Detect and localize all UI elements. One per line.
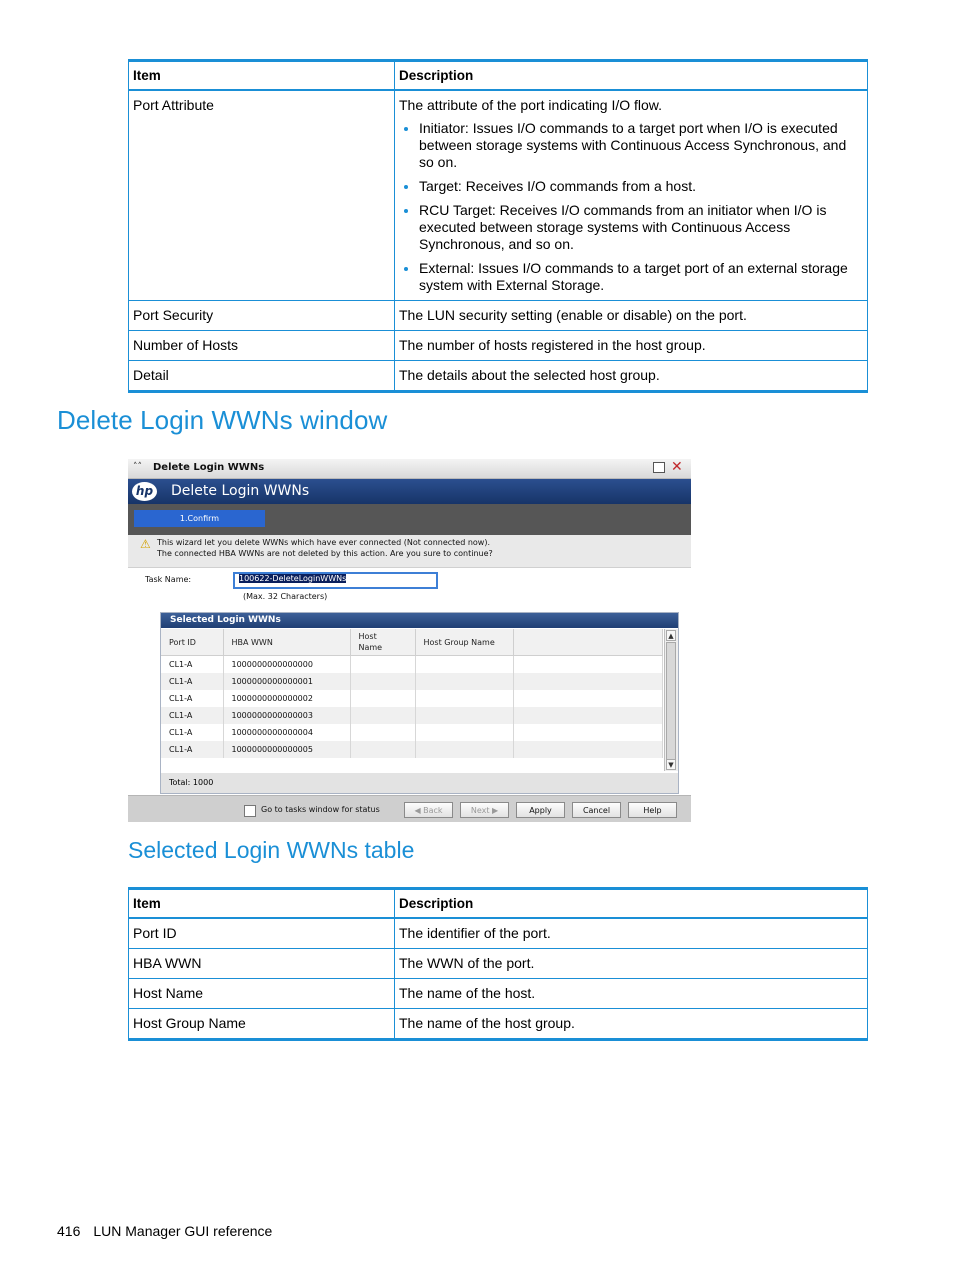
item-cell: Port ID: [129, 918, 395, 949]
table-row: [129, 90, 868, 301]
host-name-cell: [350, 690, 415, 707]
description-cell: The name of the host.: [395, 979, 868, 1009]
total-count: Total: 1000: [161, 773, 678, 793]
hba-wwn-cell: 1000000000000003: [223, 707, 350, 724]
host-group-cell: [415, 707, 513, 724]
host-name-cell: [350, 741, 415, 758]
table-row[interactable]: [161, 656, 663, 674]
collapse-icon[interactable]: ˄˄: [133, 462, 142, 472]
subsection-title: Selected Login WWNs table: [128, 837, 415, 863]
list-item: Initiator: Issues I/O commands to a target port when I/O is executed between storage systems with Continuous Access Synchronous, and so on.: [419, 120, 863, 171]
list-item: Target: Receives I/O commands from a host.: [419, 178, 863, 195]
table-row: [129, 918, 868, 949]
description-cell: [395, 90, 868, 301]
column-header-filler: [513, 629, 663, 656]
selected-login-wwns-table: [128, 887, 868, 1041]
host-group-cell: [415, 724, 513, 741]
column-header-host-name[interactable]: [350, 629, 415, 656]
bullet-list: [399, 120, 863, 294]
column-header-hba-wwn[interactable]: HBA WWN: [223, 629, 350, 656]
filler-cell: [513, 707, 663, 724]
column-header-item: Item: [129, 889, 395, 919]
window-title: Delete Login WWNs: [153, 462, 265, 473]
back-label: Back: [423, 806, 443, 815]
host-name-cell: [350, 673, 415, 690]
hba-wwn-cell: 1000000000000001: [223, 673, 350, 690]
table-row[interactable]: [161, 690, 663, 707]
hba-wwn-cell: 1000000000000002: [223, 690, 350, 707]
list-item: RCU Target: Receives I/O commands from an initiator when I/O is executed between storage systems with Continuous Access Synchronous, and so on.: [419, 202, 863, 253]
hba-wwn-cell: 1000000000000004: [223, 724, 350, 741]
message-line-2: The connected HBA WWNs are not deleted by this action. Are you sure to continue?: [157, 549, 493, 558]
description-cell: The number of hosts registered in the host group.: [395, 331, 868, 361]
wizard-steps: [128, 504, 691, 535]
delete-login-wwns-screenshot: [128, 459, 691, 822]
host-group-cell: [415, 690, 513, 707]
scroll-thumb[interactable]: [666, 642, 676, 760]
host-group-cell: [415, 741, 513, 758]
filler-cell: [513, 741, 663, 758]
selected-login-wwns-panel: [160, 612, 679, 794]
port-id-cell: CL1-A: [161, 690, 223, 707]
section-title: Delete Login WWNs window: [57, 405, 388, 435]
hba-wwn-cell: 1000000000000000: [223, 656, 350, 674]
footer-text: LUN Manager GUI reference: [93, 1223, 273, 1239]
table-row[interactable]: [161, 673, 663, 690]
table-row[interactable]: [161, 724, 663, 741]
item-cell: HBA WWN: [129, 949, 395, 979]
table-row[interactable]: [161, 741, 663, 758]
hba-wwn-cell: 1000000000000005: [223, 741, 350, 758]
host-name-cell: [350, 656, 415, 674]
go-to-tasks-checkbox[interactable]: [244, 805, 256, 817]
go-to-tasks-label: Go to tasks window for status: [261, 805, 380, 814]
maximize-icon[interactable]: [653, 462, 665, 473]
warning-message: [128, 535, 691, 568]
port-id-cell: CL1-A: [161, 741, 223, 758]
step-confirm[interactable]: 1.Confirm: [134, 510, 265, 527]
back-button[interactable]: ◀ Back: [404, 802, 453, 818]
table-row: [129, 979, 868, 1009]
port-id-cell: CL1-A: [161, 724, 223, 741]
table-row: [129, 361, 868, 392]
column-header-port-id[interactable]: Port ID: [161, 629, 223, 656]
host-name-cell: [350, 724, 415, 741]
host-group-cell: [415, 656, 513, 674]
wwn-table: [161, 629, 663, 758]
cancel-button[interactable]: Cancel: [572, 802, 621, 818]
column-header-description: Description: [395, 61, 868, 91]
task-name-hint: (Max. 32 Characters): [243, 592, 328, 601]
apply-button[interactable]: Apply: [516, 802, 565, 818]
port-id-cell: CL1-A: [161, 656, 223, 674]
filler-cell: [513, 656, 663, 674]
warning-icon: ⚠: [140, 537, 151, 551]
description-cell: The details about the selected host group.: [395, 361, 868, 392]
close-icon[interactable]: ✕: [671, 459, 683, 475]
task-name-value: 100622-DeleteLoginWWNs: [239, 574, 347, 583]
wizard-banner: [128, 479, 691, 504]
table-row: [129, 331, 868, 361]
message-line-1: This wizard let you delete WWNs which have ever connected (Not connected now).: [157, 538, 491, 547]
item-cell: Detail: [129, 361, 395, 392]
port-attribute-table: [128, 59, 868, 393]
item-cell: Port Security: [129, 301, 395, 331]
vertical-scrollbar[interactable]: [664, 629, 678, 771]
scroll-down-icon[interactable]: ▼: [666, 759, 676, 770]
description-cell: The LUN security setting (enable or disable) on the port.: [395, 301, 868, 331]
help-button[interactable]: Help: [628, 802, 677, 818]
column-header-description: Description: [395, 889, 868, 919]
description-cell: The name of the host group.: [395, 1009, 868, 1040]
host-group-cell: [415, 673, 513, 690]
filler-cell: [513, 673, 663, 690]
item-cell: Port Attribute: [129, 90, 395, 301]
item-cell: Host Group Name: [129, 1009, 395, 1040]
window-titlebar: [128, 459, 691, 479]
table-row: [129, 301, 868, 331]
page-footer: [57, 1223, 285, 1239]
description-cell: The identifier of the port.: [395, 918, 868, 949]
hp-logo: hp: [132, 482, 157, 501]
table-row: [129, 949, 868, 979]
host-name-cell: [350, 707, 415, 724]
page-number: 416: [57, 1223, 81, 1239]
item-cell: Number of Hosts: [129, 331, 395, 361]
next-button[interactable]: Next ▶: [460, 802, 509, 818]
description-text: The attribute of the port indicating I/O flow.: [399, 97, 663, 113]
panel-title: Selected Login WWNs: [161, 613, 678, 628]
column-header-item: Item: [129, 61, 395, 91]
column-header-host-group-name[interactable]: Host Group Name: [415, 629, 513, 656]
port-id-cell: CL1-A: [161, 707, 223, 724]
description-cell: The WWN of the port.: [395, 949, 868, 979]
table-row: [129, 1009, 868, 1040]
task-name-input[interactable]: [233, 572, 438, 589]
task-name-label: Task Name:: [145, 575, 192, 584]
filler-cell: [513, 690, 663, 707]
filler-cell: [513, 724, 663, 741]
item-cell: Host Name: [129, 979, 395, 1009]
list-item: External: Issues I/O commands to a target port of an external storage system with External Storage.: [419, 260, 863, 294]
table-row[interactable]: [161, 707, 663, 724]
port-id-cell: CL1-A: [161, 673, 223, 690]
scroll-up-icon[interactable]: ▲: [666, 630, 676, 641]
wizard-button-bar: [128, 795, 691, 822]
host-name-header-text: Host Name: [358, 632, 383, 652]
banner-title: Delete Login WWNs: [171, 483, 310, 499]
next-label: Next: [470, 806, 490, 815]
